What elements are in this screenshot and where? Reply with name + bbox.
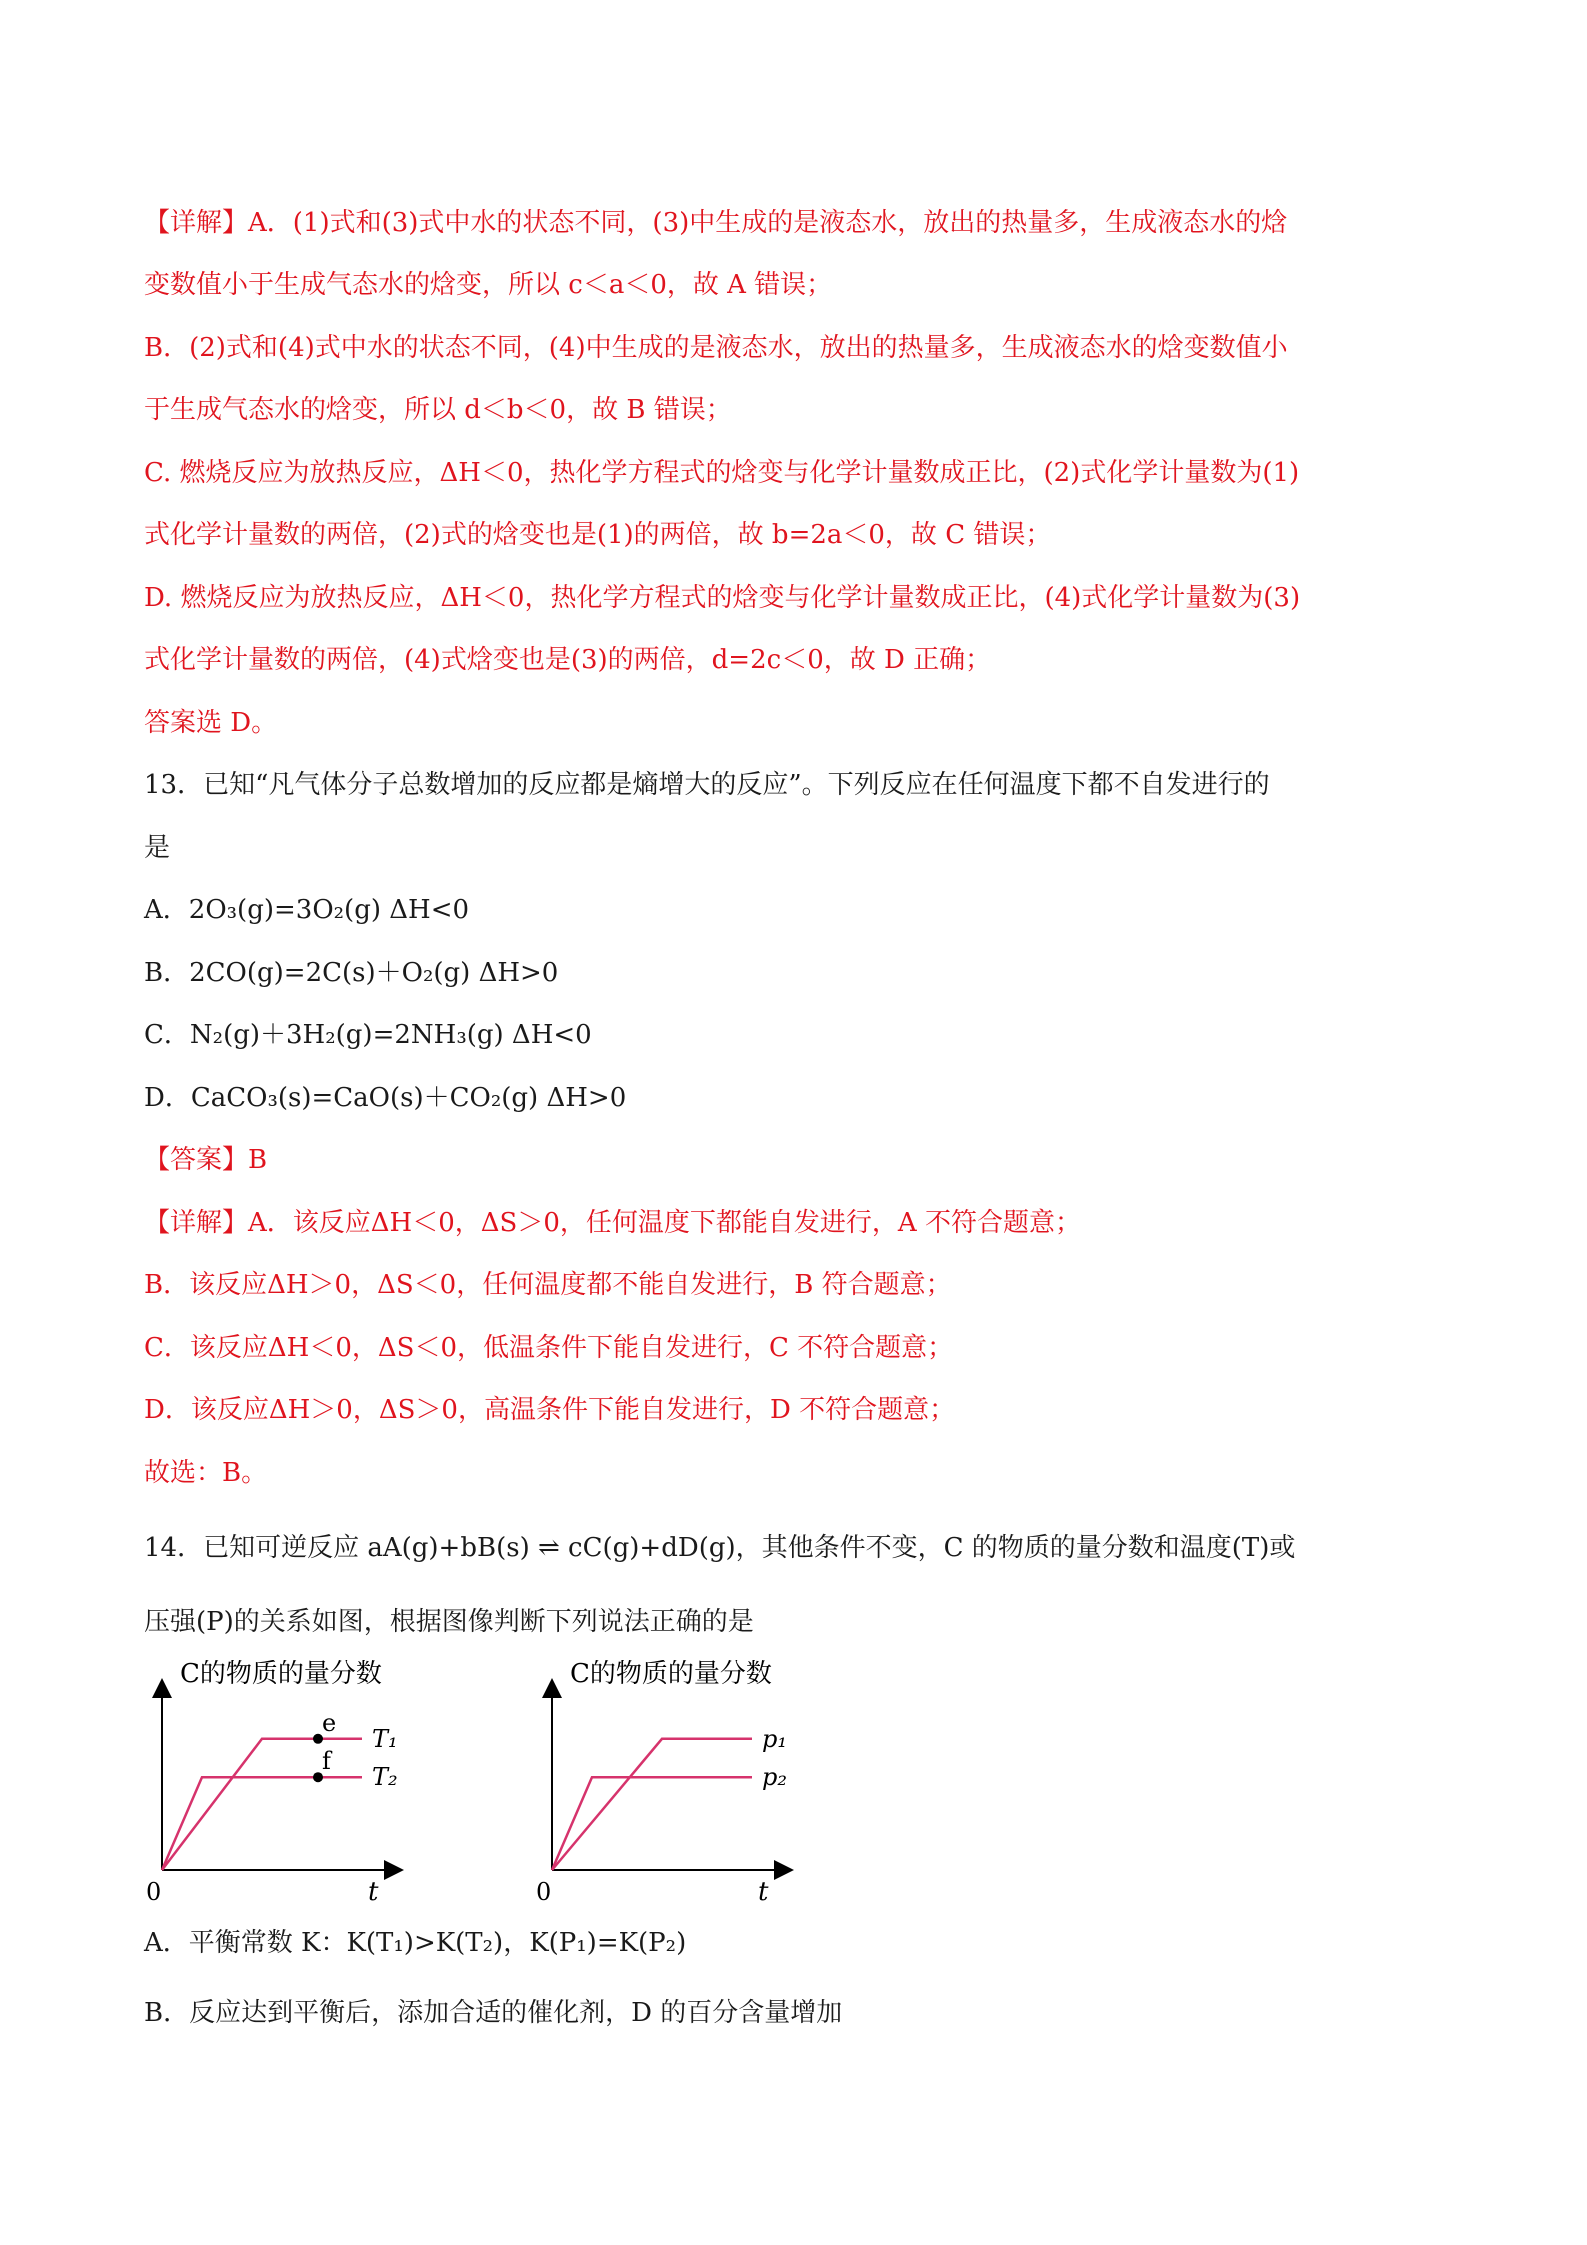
question-14-option-a: A．平衡常数 K：K(T₁)>K(T₂)，K(P₁)=K(P₂) <box>144 1928 687 1958</box>
question-13-answer: 【答案】B <box>144 1145 268 1175</box>
explanation-line: D. 燃烧反应为放热反应，ΔH＜0，热化学方程式的焓变与化学计量数成正比，(4)式化学计量数为(3) <box>144 583 1301 613</box>
question-13-detail-b: B．该反应ΔH＞0，ΔS＜0，任何温度都不能自发进行，B 符合题意； <box>144 1270 952 1300</box>
point-label: f <box>322 1747 331 1776</box>
explanation-line: 式化学计量数的两倍，(4)式焓变也是(3)的两倍，d=2c＜0，故 D 正确； <box>144 645 992 675</box>
question-13-option-b: B．2CO(g)=2C(s)＋O₂(g) ΔH>0 <box>144 958 559 988</box>
question-13-option-a: A．2O₃(g)=3O₂(g) ΔH<0 <box>144 895 470 925</box>
explanation-line: B．(2)式和(4)式中水的状态不同，(4)中生成的是液态水，放出的热量多，生成液态水的焓变数值小 <box>144 333 1288 363</box>
x-axis-label: t <box>368 1877 379 1907</box>
question-13-option-c: C．N₂(g)＋3H₂(g)=2NH₃(g) ΔH<0 <box>144 1020 592 1050</box>
question-14-stem-cont: 压强(P)的关系如图，根据图像判断下列说法正确的是 <box>144 1607 754 1637</box>
origin-label: 0 <box>146 1878 162 1906</box>
explanation-conclusion: 答案选 D。 <box>144 708 278 738</box>
chart-temperature <box>140 1660 420 1910</box>
question-13-stem-cont: 是 <box>144 833 171 863</box>
point-label: e <box>322 1708 337 1737</box>
question-13-detail-c: C．该反应ΔH＜0，ΔS＜0，低温条件下能自发进行，C 不符合题意； <box>144 1333 954 1363</box>
question-14-stem: 14．已知可逆反应 aA(g)+bB(s) ⇌ cC(g)+dD(g)，其他条件不变，C 的物质的量分数和温度(T)或 <box>144 1533 1296 1563</box>
origin-label: 0 <box>536 1878 552 1906</box>
question-13-detail-d: D．该反应ΔH＞0，ΔS＞0，高温条件下能自发进行，D 不符合题意； <box>144 1395 956 1425</box>
chart-pressure <box>530 1660 810 1910</box>
x-axis-label: t <box>758 1877 769 1907</box>
series-label: p₂ <box>762 1763 787 1792</box>
explanation-line: 【详解】A．(1)式和(3)式中水的状态不同，(3)中生成的是液态水，放出的热量多，生成液态水的焓 <box>144 208 1288 238</box>
question-13-option-d: D．CaCO₃(s)=CaO(s)＋CO₂(g) ΔH>0 <box>144 1083 627 1113</box>
question-13-conclusion: 故选：B。 <box>144 1458 268 1488</box>
question-13-stem: 13．已知“凡气体分子总数增加的反应都是熵增大的反应”。下列反应在任何温度下都不自发进行的 <box>144 770 1270 800</box>
explanation-line: 于生成气态水的焓变，所以 d＜b＜0，故 B 错误； <box>144 395 732 425</box>
series-label: T₁ <box>372 1724 398 1753</box>
question-14-option-b: B．反应达到平衡后，添加合适的催化剂，D 的百分含量增加 <box>144 1998 843 2028</box>
y-axis-label: C的物质的量分数 <box>180 1660 382 1689</box>
question-13-detail-a: 【详解】A．该反应ΔH＜0，ΔS＞0，任何温度下都能自发进行，A 不符合题意； <box>144 1208 1081 1238</box>
series-line <box>552 1739 752 1870</box>
explanation-line: 变数值小于生成气态水的焓变，所以 c＜a＜0，故 A 错误； <box>144 270 833 300</box>
explanation-line: 式化学计量数的两倍，(2)式的焓变也是(1)的两倍，故 b=2a＜0，故 C 错误； <box>144 520 1052 550</box>
series-line <box>162 1777 362 1870</box>
series-label: p₁ <box>762 1724 787 1753</box>
series-line <box>162 1739 362 1870</box>
explanation-line: C. 燃烧反应为放热反应，ΔH＜0，热化学方程式的焓变与化学计量数成正比，(2)式化学计量数为(1) <box>144 458 1300 488</box>
series-label: T₂ <box>372 1763 398 1792</box>
y-axis-label: C的物质的量分数 <box>570 1660 772 1689</box>
series-line <box>552 1777 752 1870</box>
